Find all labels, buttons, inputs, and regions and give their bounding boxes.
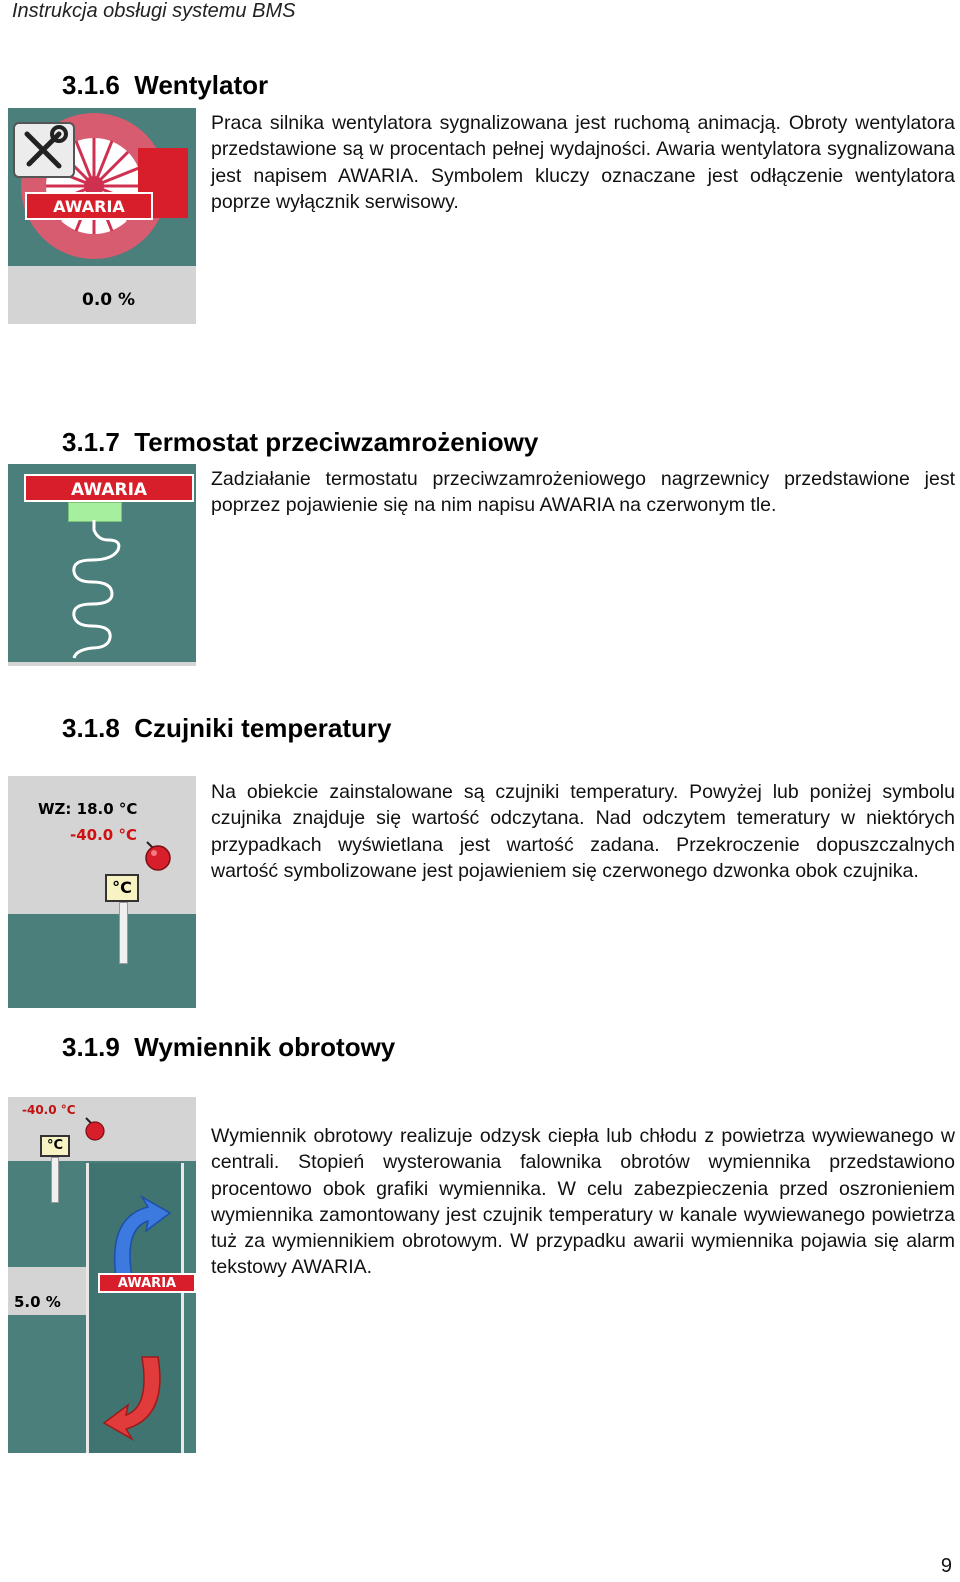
section-number: 3.1.6 bbox=[62, 70, 120, 100]
section-heading: Czujniki temperatury bbox=[134, 713, 392, 743]
alarm-label: AWARIA bbox=[98, 1273, 196, 1293]
capillary-coil-icon bbox=[52, 520, 172, 660]
fan-speed-value: 0.0 % bbox=[82, 290, 136, 310]
alarm-label: AWARIA bbox=[24, 474, 194, 502]
wrench-screwdriver-icon bbox=[13, 122, 75, 178]
thermostat-head bbox=[68, 502, 122, 522]
section-heading: Wymiennik obrotowy bbox=[134, 1032, 396, 1062]
sensor-probe bbox=[51, 1157, 59, 1203]
section-title-czujniki bbox=[62, 713, 391, 744]
section-number: 3.1.7 bbox=[62, 427, 120, 457]
frost-thermostat-figure bbox=[8, 464, 196, 666]
document-header: Instrukcja obsługi systemu BMS bbox=[12, 0, 296, 22]
bell-icon bbox=[80, 1115, 110, 1145]
section-number: 3.1.9 bbox=[62, 1032, 120, 1062]
section-text: Praca silnika wentylatora sygnalizowana jest ruchomą animacją. Obroty wentylatora przedstawione są w procentach pełnej wydajności. Awaria wentylatora sygnalizowana jest napisem AWARIA. Symbolem kluczy oznaczane jest odłączenie wentylatora poprze wyłącznik serwisowy. bbox=[211, 112, 955, 213]
rotary-exchanger-figure bbox=[8, 1097, 196, 1453]
sensor-probe bbox=[119, 902, 128, 964]
rotation-arrows-icon bbox=[88, 1167, 184, 1447]
alarm-label: AWARIA bbox=[25, 192, 153, 220]
bell-icon bbox=[139, 838, 175, 874]
reading-value: -40.0 °C bbox=[70, 826, 137, 844]
fan-figure bbox=[8, 108, 196, 324]
setpoint-value: WZ: 18.0 °C bbox=[38, 800, 138, 818]
section-text: Zadziałanie termostatu przeciwzamrożeniowego nagrzewnicy przedstawione jest poprzez pojawienie się na nim napisu AWARIA na czerwonym tle. bbox=[211, 468, 955, 517]
page-number: 9 bbox=[940, 1555, 952, 1577]
section-heading: Termostat przeciwzamrożeniowy bbox=[134, 427, 539, 457]
section-title-termostat bbox=[62, 427, 538, 458]
sensor-symbol: °C bbox=[105, 874, 139, 902]
section-text: Na obiekcie zainstalowane są czujniki temperatury. Powyżej lub poniżej symbolu czujnika znajduje się wartość odczytana. Nad odczytem temeratury w niektórych przypadkach wyświetlana jest wartość zadana. Przekroczenie dopuszczalnych wartość symbolizowane jest pojawieniem się czerwonego dzwonka obok czujnika. bbox=[211, 781, 955, 882]
section-text: Wymiennik obrotowy realizuje odzysk ciepła lub chłodu z powietrza wywiewanego w centrali. Stopień wysterowania falownika obrotów wymiennika przedstawiono procentowo obok grafiki wymiennika. W celu zabezpieczenia przed oszronieniem wymiennika zamontowany jest czujnik temperatury w kanale wywiewanego powietrza tuż za wymiennikiem obrotowym. W przypadku awarii wymiennika pojawia się alarm tekstowy AWARIA. bbox=[211, 1125, 955, 1279]
section-number: 3.1.8 bbox=[62, 713, 120, 743]
section-heading: Wentylator bbox=[134, 70, 269, 100]
section-title-wymiennik bbox=[62, 1032, 395, 1063]
exchanger-speed-value: 5.0 % bbox=[14, 1293, 61, 1311]
section-title-wentylator bbox=[62, 70, 268, 101]
temperature-sensor-figure bbox=[8, 776, 196, 1008]
sensor-symbol: °C bbox=[40, 1135, 70, 1157]
reading-value: -40.0 °C bbox=[22, 1103, 76, 1117]
